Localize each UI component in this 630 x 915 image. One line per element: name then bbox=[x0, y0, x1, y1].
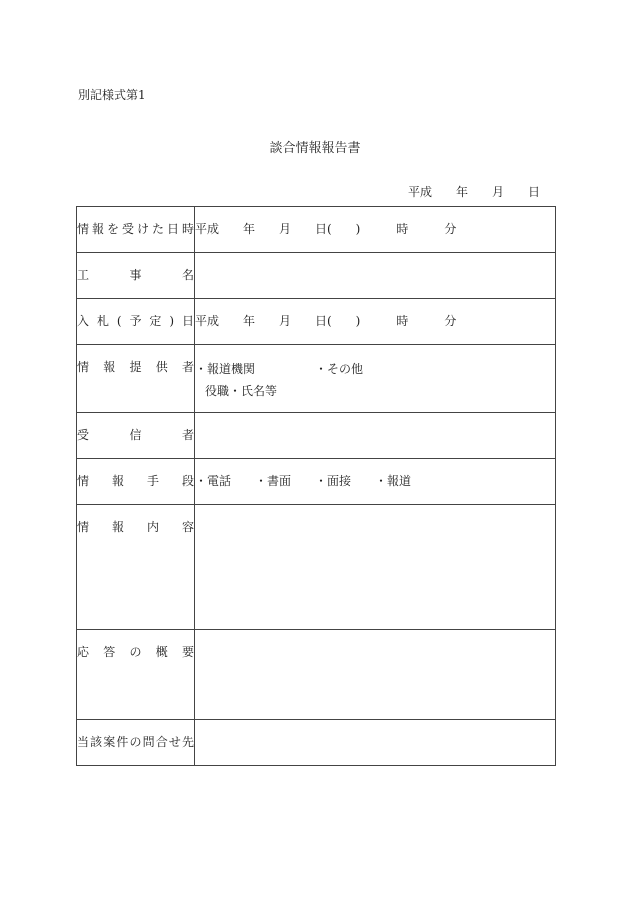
label-inquiry-contact: 当該案件の問合せ先 bbox=[77, 720, 195, 766]
report-form-table bbox=[76, 206, 556, 766]
document-title: 談合情報報告書 bbox=[269, 141, 361, 156]
label-response-summary: 応答の概要 bbox=[77, 630, 195, 720]
form-number: 別記様式第1 bbox=[78, 88, 146, 102]
row-info-means bbox=[77, 459, 556, 505]
row-informant bbox=[77, 345, 556, 413]
label-info-means: 情報手段 bbox=[77, 459, 195, 505]
value-informant bbox=[195, 345, 556, 413]
report-date: 平成 年 月 日 bbox=[408, 185, 541, 199]
value-construction-name bbox=[195, 253, 556, 299]
row-bid-date bbox=[77, 299, 556, 345]
value-response-summary bbox=[195, 630, 556, 720]
label-bid-date: 入札(予定)日 bbox=[77, 299, 195, 345]
value-recipient bbox=[195, 413, 556, 459]
row-construction-name bbox=[77, 253, 556, 299]
informant-options: ・報道機関 ・その他 bbox=[195, 362, 364, 376]
label-info-content: 情報内容 bbox=[77, 505, 195, 630]
value-info-means: ・電話 ・書面 ・面接 ・報道 bbox=[195, 459, 556, 505]
row-received-datetime bbox=[77, 207, 556, 253]
value-bid-date: 平成 年 月 日( ) 時 分 bbox=[195, 299, 556, 345]
row-info-content bbox=[77, 505, 556, 630]
label-recipient: 受信者 bbox=[77, 413, 195, 459]
label-received-datetime: 情報を受けた日時 bbox=[77, 207, 195, 253]
value-info-content bbox=[195, 505, 556, 630]
row-recipient bbox=[77, 413, 556, 459]
label-construction-name: 工事名 bbox=[77, 253, 195, 299]
row-inquiry-contact bbox=[77, 720, 556, 766]
value-inquiry-contact bbox=[195, 720, 556, 766]
row-response-summary bbox=[77, 630, 556, 720]
label-informant: 情報提供者 bbox=[77, 345, 195, 413]
informant-title-name: 役職・氏名等 bbox=[205, 384, 278, 398]
value-received-datetime: 平成 年 月 日( ) 時 分 bbox=[195, 207, 556, 253]
